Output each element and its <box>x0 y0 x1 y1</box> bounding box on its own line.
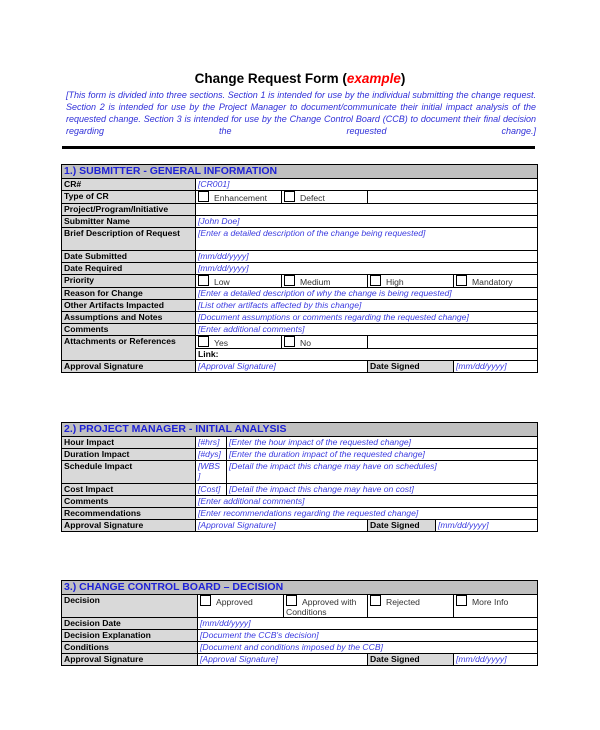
pm-date-signed-label: Date Signed <box>368 520 436 532</box>
option-label: Defect <box>300 193 325 203</box>
attach-no-option[interactable] <box>282 336 368 349</box>
priority-mandatory-option[interactable] <box>454 275 538 288</box>
type-label: Type of CR <box>62 191 196 204</box>
duration-unit-field[interactable]: [#dys] <box>196 449 227 461</box>
section1-table <box>61 164 538 373</box>
decision-approved-option[interactable] <box>198 595 284 618</box>
priority-medium-option[interactable] <box>282 275 368 288</box>
decision-rejected-option[interactable] <box>368 595 454 618</box>
option-label: Rejected <box>386 597 420 607</box>
ccb-date-signed-field[interactable]: [mm/dd/yyyy] <box>454 654 538 666</box>
reason-label: Reason for Change <box>62 288 196 300</box>
decision-date-label: Decision Date <box>62 618 198 630</box>
option-label: Enhancement <box>214 193 268 203</box>
cost-impact-label: Cost Impact <box>62 484 196 496</box>
artifacts-label: Other Artifacts Impacted <box>62 300 196 312</box>
date-submitted-field[interactable]: [mm/dd/yyyy] <box>196 251 538 263</box>
decision-label: Decision <box>62 595 198 618</box>
project-label: Project/Program/Initiative <box>62 204 196 216</box>
attach-yes-option[interactable] <box>196 336 282 349</box>
date-submitted-label: Date Submitted <box>62 251 196 263</box>
cost-impact-field[interactable]: [Detail the impact this change may have on cost] <box>227 484 538 496</box>
option-label: No <box>300 338 311 348</box>
checkbox[interactable] <box>456 595 467 606</box>
approval-label: Approval Signature <box>62 361 196 373</box>
date-signed-label: Date Signed <box>368 361 454 373</box>
pm-approval-field[interactable]: [Approval Signature] <box>196 520 368 532</box>
decision-more-info-option[interactable] <box>454 595 538 618</box>
submitter-label: Submitter Name <box>62 216 196 228</box>
schedule-impact-field[interactable]: [Detail the impact this change may have on schedules] <box>227 461 538 484</box>
option-label: High <box>386 277 404 287</box>
decision-date-field[interactable]: [mm/dd/yyyy] <box>198 618 538 630</box>
option-label: More Info <box>472 597 509 607</box>
divider <box>62 146 535 149</box>
section3-table <box>61 580 538 666</box>
comments-field[interactable]: [Enter additional comments] <box>196 324 538 336</box>
schedule-impact-label: Schedule Impact <box>62 461 196 484</box>
option-label: Approved <box>216 597 253 607</box>
conditions-field[interactable]: [Document and conditions imposed by the CCB] <box>198 642 538 654</box>
option-label: Low <box>214 277 230 287</box>
checkbox[interactable] <box>198 336 209 347</box>
section2-header: 2.) PROJECT MANAGER - INITIAL ANALYSIS <box>62 423 538 437</box>
type-defect-option[interactable] <box>282 191 368 204</box>
checkbox[interactable] <box>370 595 381 606</box>
form-title <box>0 71 600 86</box>
ccb-approval-label: Approval Signature <box>62 654 198 666</box>
checkbox[interactable] <box>198 191 209 202</box>
hour-unit-field[interactable]: [#hrs] <box>196 437 227 449</box>
priority-high-option[interactable] <box>368 275 454 288</box>
explanation-label: Decision Explanation <box>62 630 198 642</box>
project-field[interactable] <box>196 204 538 216</box>
ccb-date-signed-label: Date Signed <box>368 654 454 666</box>
title-text: Change Request Form ( <box>194 71 347 86</box>
checkbox[interactable] <box>284 336 295 347</box>
checkbox[interactable] <box>370 275 381 286</box>
intro-text: [This form is divided into three sections. Section 1 is intended for use by the individual submitting the change request. Section 2 is intended for use by the Project Manager to document/communicate their initial impact analysis of the requested change. Section 3 is intended for use by the Change Control Board (CCB) to document their final decision regarding the requested change.] <box>66 90 536 136</box>
recommendations-label: Recommendations <box>62 508 196 520</box>
cr-field[interactable]: [CR001] <box>196 179 538 191</box>
approval-field[interactable]: [Approval Signature] <box>196 361 368 373</box>
checkbox[interactable] <box>286 595 297 606</box>
checkbox[interactable] <box>284 275 295 286</box>
attach-blank <box>368 336 538 349</box>
conditions-label: Conditions <box>62 642 198 654</box>
pm-comments-label: Comments <box>62 496 196 508</box>
pm-approval-label: Approval Signature <box>62 520 196 532</box>
section3-header: 3.) CHANGE CONTROL BOARD – DECISION <box>62 581 538 595</box>
duration-impact-label: Duration Impact <box>62 449 196 461</box>
section1-header: 1.) SUBMITTER - GENERAL INFORMATION <box>62 165 538 179</box>
date-required-label: Date Required <box>62 263 196 275</box>
schedule-unit-field[interactable]: [WBS ] <box>196 461 227 484</box>
date-required-field[interactable]: [mm/dd/yyyy] <box>196 263 538 275</box>
type-blank <box>368 191 538 204</box>
option-label: Approved with Conditions <box>286 597 357 617</box>
priority-low-option[interactable] <box>196 275 282 288</box>
comments-label: Comments <box>62 324 196 336</box>
assumptions-label: Assumptions and Notes <box>62 312 196 324</box>
decision-approved-conditions-option[interactable] <box>284 595 368 618</box>
option-label: Yes <box>214 338 229 348</box>
cr-label: CR# <box>62 179 196 191</box>
description-field[interactable]: [Enter a detailed description of the change being requested] <box>196 228 538 251</box>
hour-impact-field[interactable]: [Enter the hour impact of the requested change] <box>227 437 538 449</box>
pm-date-signed-field[interactable]: [mm/dd/yyyy] <box>436 520 538 532</box>
section2-table <box>61 422 538 532</box>
link-field[interactable]: Link: <box>196 349 538 361</box>
attachments-label: Attachments or References <box>62 336 196 361</box>
cost-unit-field[interactable]: [Cost] <box>196 484 227 496</box>
title-example: example <box>346 71 401 86</box>
description-label: Brief Description of Request <box>62 228 196 251</box>
ccb-approval-field[interactable]: [Approval Signature] <box>198 654 368 666</box>
date-signed-field[interactable]: [mm/dd/yyyy] <box>454 361 538 373</box>
submitter-field[interactable]: [John Doe] <box>196 216 538 228</box>
title-close: ) <box>400 71 406 86</box>
reason-field[interactable]: [Enter a detailed description of why the change is being requested] <box>196 288 538 300</box>
artifacts-field[interactable]: [List other artifacts affected by this change] <box>196 300 538 312</box>
option-label: Mandatory <box>472 277 513 287</box>
checkbox[interactable] <box>284 191 295 202</box>
option-label: Medium <box>300 277 331 287</box>
assumptions-field[interactable]: [Document assumptions or comments regarding the requested change] <box>196 312 538 324</box>
duration-impact-field[interactable]: [Enter the duration impact of the requested change] <box>227 449 538 461</box>
priority-label: Priority <box>62 275 196 288</box>
checkbox[interactable] <box>200 595 211 606</box>
checkbox[interactable] <box>198 275 209 286</box>
explanation-field[interactable]: [Document the CCB's decision] <box>198 630 538 642</box>
recommendations-field[interactable]: [Enter recommendations regarding the requested change] <box>196 508 538 520</box>
checkbox[interactable] <box>456 275 467 286</box>
type-enhancement-option[interactable] <box>196 191 282 204</box>
pm-comments-field[interactable]: [Enter additional comments] <box>196 496 538 508</box>
hour-impact-label: Hour Impact <box>62 437 196 449</box>
